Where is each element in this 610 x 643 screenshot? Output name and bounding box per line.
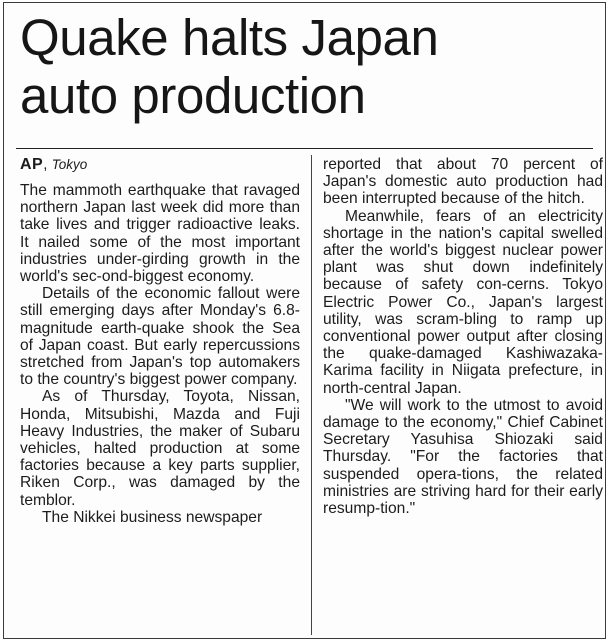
- paragraph-3: As of Thursday, Toyota, Nissan, Honda, Mitsubishi, Mazda and Fuji Heavy Industries, the maker of Subaru vehicles, halted production at some factories because a key parts supplier, Riken Corp., was damaged by the temblor.: [20, 388, 300, 509]
- dateline: [20, 156, 300, 173]
- paragraph-5: Meanwhile, fears of an electricity shortage in the nation's capital swelled after the world's biggest nuclear power plant was shut down indefinitely because of safety con-cerns. Tokyo Electric Power Co., Japan's largest utility, was scram-bling to ramp up conventional power output after closing the quake-damaged Kashiwazaka-Karima facility in Niigata prefecture, in north-central Japan.: [323, 207, 603, 397]
- dateline-separator: ,: [43, 156, 48, 173]
- right-column: [323, 156, 603, 517]
- newspaper-clipping: [3, 2, 606, 639]
- paragraph-2: Details of the economic fallout were still emerging days after Monday's 6.8-magnitude earth-quake shook the Sea of Japan coast. But early repercussions stretched from Japan's top automakers to the country's biggest power company.: [20, 285, 300, 389]
- dateline-agency: AP: [20, 156, 44, 173]
- headline-rule: [16, 148, 593, 149]
- paragraph-1: The mammoth earthquake that ravaged northern Japan last week did more than take lives and trigger radioactive leaks. It nailed some of the most important industries under-girding growth in the world's sec-ond-biggest economy.: [20, 182, 300, 286]
- paragraph-4-continued: reported that about 70 percent of Japan's domestic auto production had been interrupted because of the hitch.: [323, 156, 603, 208]
- left-column: [20, 156, 300, 526]
- paragraph-6: "We will work to the utmost to avoid damage to the economy," Chief Cabinet Secretary Yasuhisa Shiozaki said Thursday. "For the factories that suspended opera-tions, the related ministries are striving hard for their early resump-tion.": [323, 396, 603, 518]
- dateline-city: Tokyo: [51, 157, 88, 172]
- paragraph-4-start: The Nikkei business newspaper: [42, 508, 263, 526]
- headline-line-2: auto production: [20, 67, 366, 124]
- column-divider: [311, 155, 312, 635]
- headline-line-1: Quake halts Japan: [20, 9, 439, 66]
- headline: [20, 9, 590, 125]
